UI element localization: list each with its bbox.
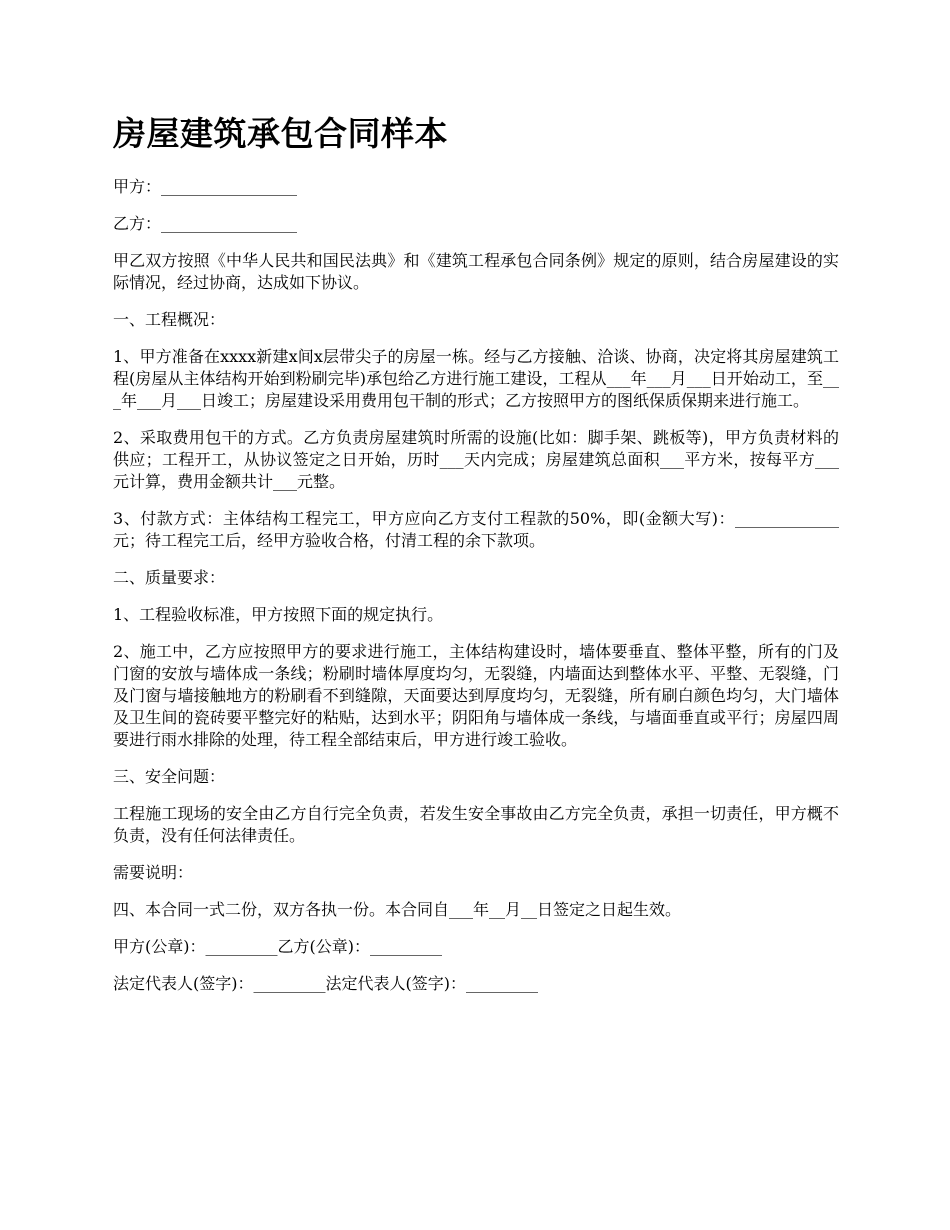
section-heading-safety: 三、安全问题： <box>113 767 226 786</box>
contract-document <box>113 110 839 1010</box>
overview-item-2: 2、采取费用包干的方式。乙方负责房屋建筑时所需的设施(比如：脚手架、跳板等)，甲方负责材料的供应；工程开工，从协议签定之日开始，历时___天内完成；房屋建筑总面积___平方米，按每平方___元计算，费用金额共计___元整。 <box>113 428 839 491</box>
section-heading-overview: 一、工程概况： <box>113 310 226 329</box>
notes-heading: 需要说明： <box>113 863 194 882</box>
overview-item-1: 1、甲方准备在xxxx新建x间x层带尖子的房屋一栋。经与乙方接触、洽谈、协商，决定将其房屋建筑工程(房屋从主体结构开始到粉刷完毕)承包给乙方进行施工建设，工程从___年___月___日开始动工，至___年___月___日竣工；房屋建设采用费用包干制的形式；乙方按照甲方的图纸保质保期来进行施工。 <box>113 347 839 410</box>
signature-line: 法定代表人(签字)：_________法定代表人(签字)：_________ <box>113 974 538 993</box>
section-heading-quality: 二、质量要求： <box>113 568 226 587</box>
party-a-line: 甲方：_________________ <box>113 177 298 196</box>
intro-paragraph: 甲乙双方按照《中华人民共和国民法典》和《建筑工程承包合同条例》规定的原则，结合房屋建设的实际情况，经过协商，达成如下协议。 <box>113 251 839 292</box>
quality-item-2: 2、施工中，乙方应按照甲方的要求进行施工，主体结构建设时，墙体要垂直、整体平整，所有的门及门窗的安放与墙体成一条线；粉刷时墙体厚度均匀，无裂缝，内墙面达到整体水平、平整、无裂缝，门及门窗与墙接触地方的粉刷看不到缝隙，天面要达到厚度均匀，无裂缝，所有刷白颜色均匀，大门墙体及卫生间的瓷砖要平整完好的粘贴，达到水平；阴阳角与墙体成一条线，与墙面垂直或平行；房屋四周要进行雨水排除的处理，待工程全部结束后，甲方进行竣工验收。 <box>113 642 839 749</box>
seal-line: 甲方(公章)：_________乙方(公章)：_________ <box>113 937 442 956</box>
safety-item-1: 工程施工现场的安全由乙方自行完全负责，若发生安全事故由乙方完全负责，承担一切责任，甲方概不负责，没有任何法律责任。 <box>113 804 839 845</box>
overview-item-3: 3、付款方式：主体结构工程完工，甲方应向乙方支付工程款的50%，即(金额大写)：_____________元；待工程完工后，经甲方验收合格，付清工程的余下款项。 <box>113 509 839 550</box>
party-b-line: 乙方：_________________ <box>113 214 298 233</box>
quality-item-1: 1、工程验收标准，甲方按照下面的规定执行。 <box>113 605 444 624</box>
section-four-effective: 四、本合同一式二份，双方各执一份。本合同自___年__月__日签定之日起生效。 <box>113 900 682 919</box>
document-title: 房屋建筑承包合同样本 <box>113 114 448 153</box>
